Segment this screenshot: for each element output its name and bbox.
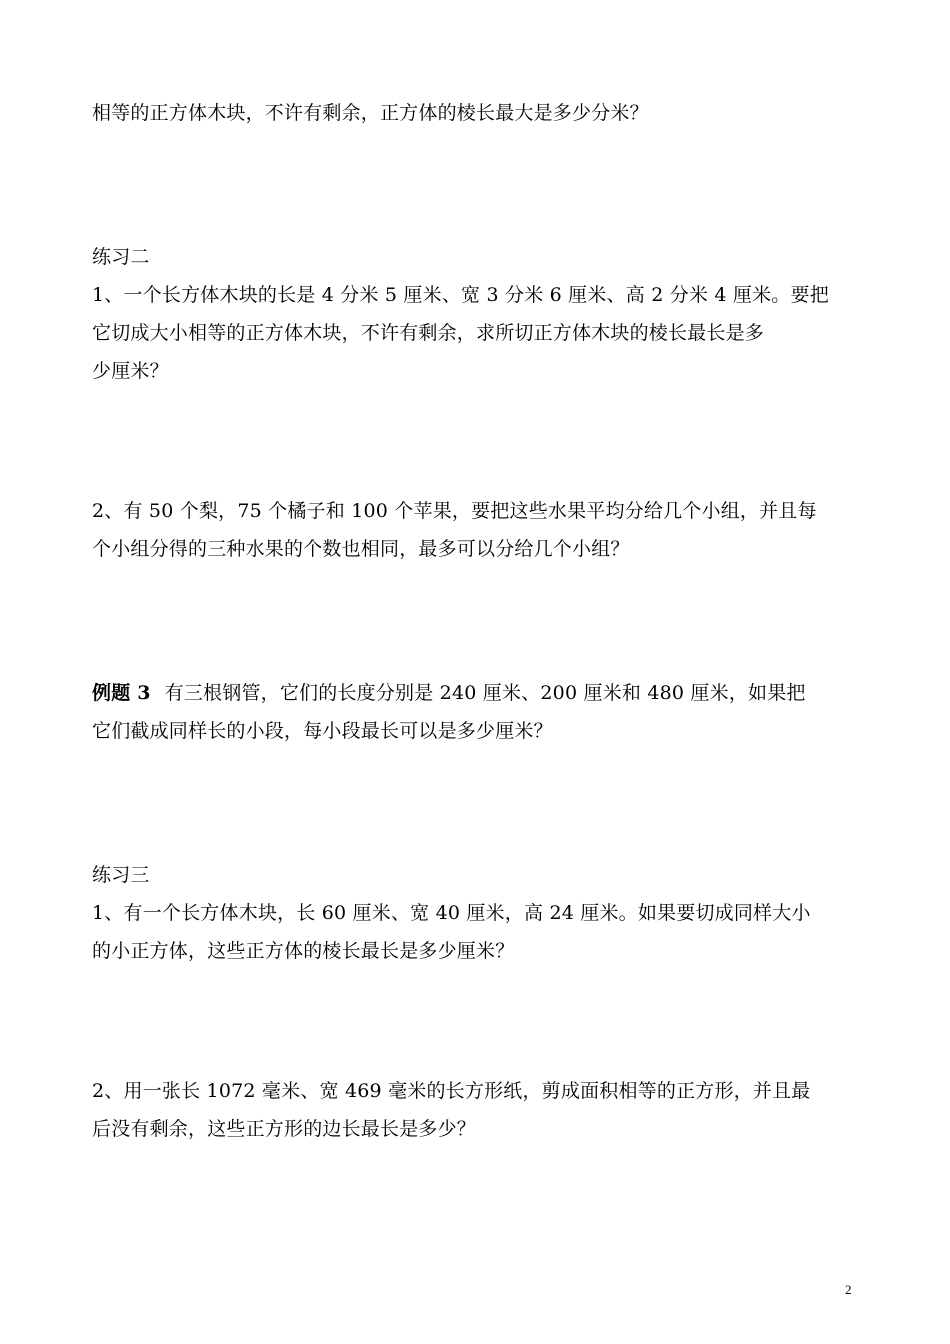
example-3-line-1 xyxy=(92,680,872,706)
example-3-line-2: 它们截成同样长的小段，每小段最长可以是多少厘米？ xyxy=(92,720,553,742)
exercise-3-q1-line-2: 的小正方体，这些正方体的棱长最长是多少厘米？ xyxy=(92,940,515,962)
exercise-3-q1-line-1: 1、有一个长方体木块，长 60 厘米、宽 40 厘米，高 24 厘米。如果要切成同样大小 xyxy=(92,902,811,924)
exercise-3-q2-line-1: 2、用一张长 1072 毫米、宽 469 毫米的长方形纸，剪成面积相等的正方形，并且最 xyxy=(92,1080,811,1102)
exercise-2-q2-line-2: 个小组分得的三种水果的个数也相同，最多可以分给几个小组？ xyxy=(92,538,630,560)
example-3-text-1: 有三根钢管，它们的长度分别是 240 厘米、200 厘米和 480 厘米，如果把 xyxy=(164,682,806,704)
exercise-2-heading: 练习二 xyxy=(92,246,150,268)
exercise-2-q2-line-1: 2、有 50 个梨，75 个橘子和 100 个苹果，要把这些水果平均分给几个小组，并且每 xyxy=(92,500,817,522)
exercise-3-q2-line-2: 后没有剩余，这些正方形的边长最长是多少？ xyxy=(92,1118,477,1140)
exercise-2-q1-line-1: 1、一个长方体木块的长是 4 分米 5 厘米、宽 3 分米 6 厘米、高 2 分米 4 厘米。要把 xyxy=(92,284,829,306)
intro-line-1: 相等的正方体木块，不许有剩余，正方体的棱长最大是多少分米？ xyxy=(92,102,649,124)
page-number: 2 xyxy=(845,1282,852,1297)
example-3-label: 例题 3 xyxy=(92,682,151,704)
exercise-3-heading: 练习三 xyxy=(92,864,150,886)
exercise-2-q1-line-3: 少厘米？ xyxy=(92,360,169,382)
exercise-2-q1-line-2: 它切成大小相等的正方体木块，不许有剩余，求所切正方体木块的棱长最长是多 xyxy=(92,322,765,344)
